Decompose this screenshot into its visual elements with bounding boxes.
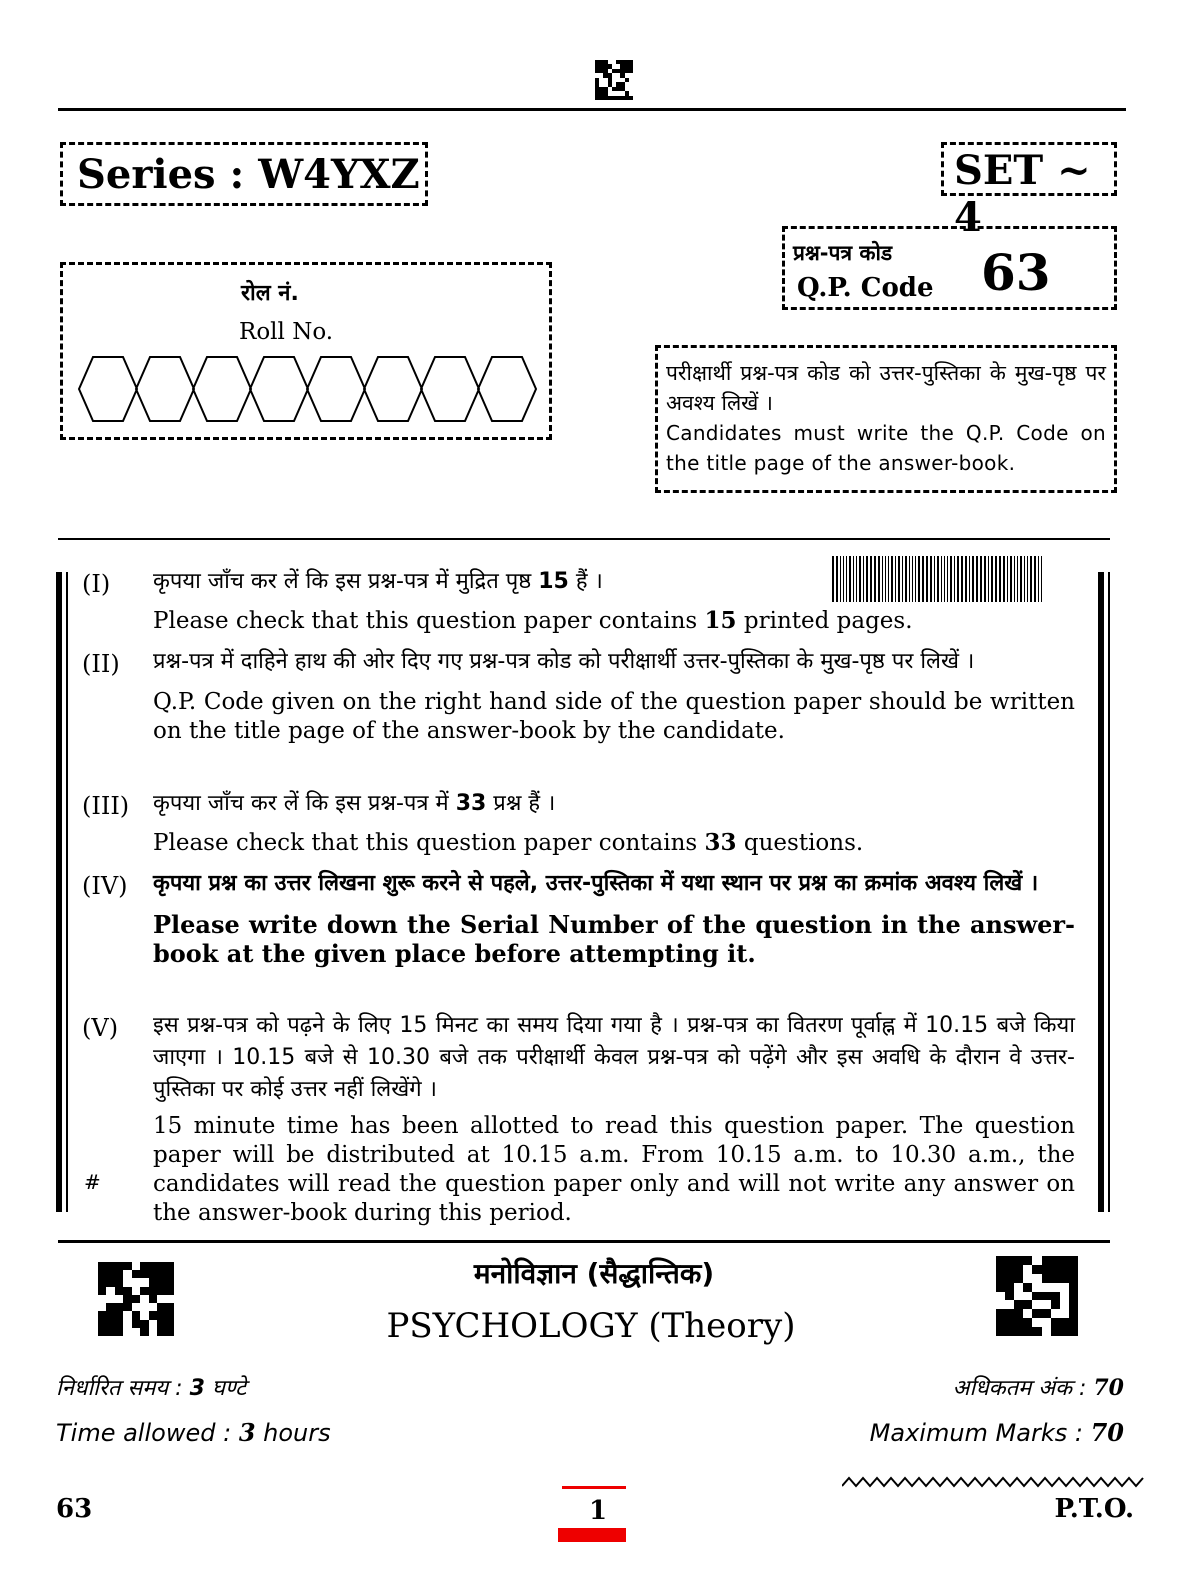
roll-digit-cell (79, 357, 137, 421)
instruction-1-english-row (153, 606, 1075, 636)
instruction-3-hindi: कृपया जाँच कर लें कि इस प्रश्न-पत्र में (153, 791, 456, 816)
instruction-1-english-end: printed pages. (736, 608, 913, 634)
qp-code-value: 63 (981, 243, 1051, 302)
left-margin-bar (56, 572, 62, 1212)
roll-digit-cell (478, 357, 536, 421)
max-marks-hindi: अधिकतम अंक : 70 (952, 1375, 1124, 1401)
roll-digit-cell (307, 357, 365, 421)
instruction-number: (II) (82, 650, 120, 678)
instruction-1-english-count: 15 (704, 607, 737, 634)
instruction-4-hindi: कृपया प्रश्न का उत्तर लिखना शुरू करने से पहले, उत्तर-पुस्तिका में यथा स्थान पर प्रश्न का क्रमांक अवश्य लिखें । (153, 871, 1039, 896)
instruction-4 (153, 868, 1075, 968)
footer-code: 63 (56, 1494, 93, 1524)
instruction-number: (I) (82, 570, 111, 598)
instruction-number: (IV) (82, 872, 128, 900)
hash-mark: # (84, 1170, 101, 1194)
instruction-1-english: Please check that this question paper contains (153, 608, 705, 634)
max-marks-english: Maximum Marks : 70 (869, 1418, 1124, 1447)
qp-code-notice-box (655, 345, 1117, 493)
page-number-top-bar (562, 1486, 626, 1489)
roll-digit-cell (136, 357, 194, 421)
instruction-3-english-end: questions. (736, 830, 864, 856)
instruction-1-hindi-count: 15 (538, 569, 569, 594)
roll-number-box (60, 262, 552, 440)
roll-digit-cell (250, 357, 308, 421)
series-label: Series : W4YXZ (77, 151, 420, 198)
subject-rule (58, 1240, 1110, 1243)
qp-code-label: Q.P. Code (797, 273, 934, 303)
left-margin-bar-thin (66, 572, 68, 1212)
instruction-2-english: Q.P. Code given on the right hand side of the question paper should be written on the title page of the answer-book by the candidate. (153, 689, 1075, 744)
roll-digit-cell (193, 357, 251, 421)
set-label: SET ~ 4 (954, 147, 1091, 241)
time-allowed-english: Time allowed : 3 hours (56, 1418, 331, 1447)
instruction-3-hindi-count: 33 (455, 791, 487, 816)
roll-label-english: Roll No. (239, 319, 334, 345)
instruction-5 (153, 1010, 1075, 1228)
page-number-bottom-bar (558, 1528, 626, 1542)
top-qr-code (595, 60, 633, 100)
notice-hindi: परीक्षार्थी प्रश्न-पत्र कोड को उत्तर-पुस्तिका के मुख-पृष्ठ पर अवश्य लिखें । (666, 361, 1106, 415)
qp-code-hindi: प्रश्न-पत्र कोड (793, 241, 893, 265)
subject-hindi: मनोविज्ञान (सैद्धान्तिक) (473, 1257, 715, 1290)
instruction-2 (153, 646, 1075, 746)
time-allowed-hindi: निर्धारित समय : 3 घण्टे (56, 1376, 247, 1401)
instruction-3-hindi-end: प्रश्न हैं । (486, 791, 556, 816)
page-number: 1 (588, 1496, 608, 1526)
roll-digit-cell (364, 357, 422, 421)
barcode (832, 556, 1048, 602)
top-rule (58, 108, 1126, 111)
instruction-number: (V) (82, 1014, 119, 1042)
instruction-1-hindi-end: हैं । (568, 569, 603, 594)
pto-label: P.T.O. (1054, 1494, 1134, 1524)
set-box (941, 142, 1117, 241)
roll-number-hexagons[interactable] (77, 353, 541, 425)
section-rule (58, 538, 1110, 540)
series-box (60, 142, 428, 206)
instruction-5-english: 15 minute time has been allotted to read this question paper. The question paper will be distributed at 10.15 a.m. From 10.15 a.m. to 10.30 a.m., the candidates will read the question paper only and will not write any answer on the answer-book during this period. (153, 1113, 1075, 1226)
instruction-5-hindi: इस प्रश्न-पत्र को पढ़ने के लिए 15 मिनट का समय दिया गया है । प्रश्न-पत्र का वितरण पूर्वाह्न में 10.15 बजे किया जाएगा । 10.15 बजे से 10.30 बजे तक परीक्षार्थी केवल प्रश्न-पत्र को पढ़ेंगे और इस अवधि के दौरान वे उत्तर-पुस्तिका पर कोई उत्तर नहीं लिखेंगे । (153, 1013, 1075, 1102)
instruction-3-english-count: 33 (704, 829, 737, 856)
instruction-3 (153, 788, 1075, 858)
instruction-3-english: Please check that this question paper contains (153, 830, 705, 856)
notice-english: Candidates must write the Q.P. Code on the title page of the answer-book. (666, 421, 1106, 475)
instruction-4-english: Please write down the Serial Number of the question in the answer-book at the given place before attempting it. (153, 910, 1075, 968)
instruction-2-hindi: प्रश्न-पत्र में दाहिने हाथ की ओर दिए गए प्रश्न-पत्र कोड को परीक्षार्थी उत्तर-पुस्तिका के मुख-पृष्ठ पर लिखें । (153, 649, 975, 674)
subject-english: PSYCHOLOGY (Theory) (386, 1306, 796, 1346)
instruction-1-hindi: कृपया जाँच कर लें कि इस प्रश्न-पत्र में मुद्रित पृष्ठ (153, 569, 539, 594)
right-margin-bar (1098, 572, 1104, 1212)
instruction-1 (153, 566, 833, 598)
wavy-line (842, 1474, 1148, 1490)
roll-label-hindi: रोल नं. (241, 281, 299, 306)
qp-code-box (782, 226, 1117, 310)
right-margin-bar-thin (1108, 572, 1110, 1212)
instruction-number: (III) (82, 792, 130, 820)
roll-digit-cell (421, 357, 479, 421)
